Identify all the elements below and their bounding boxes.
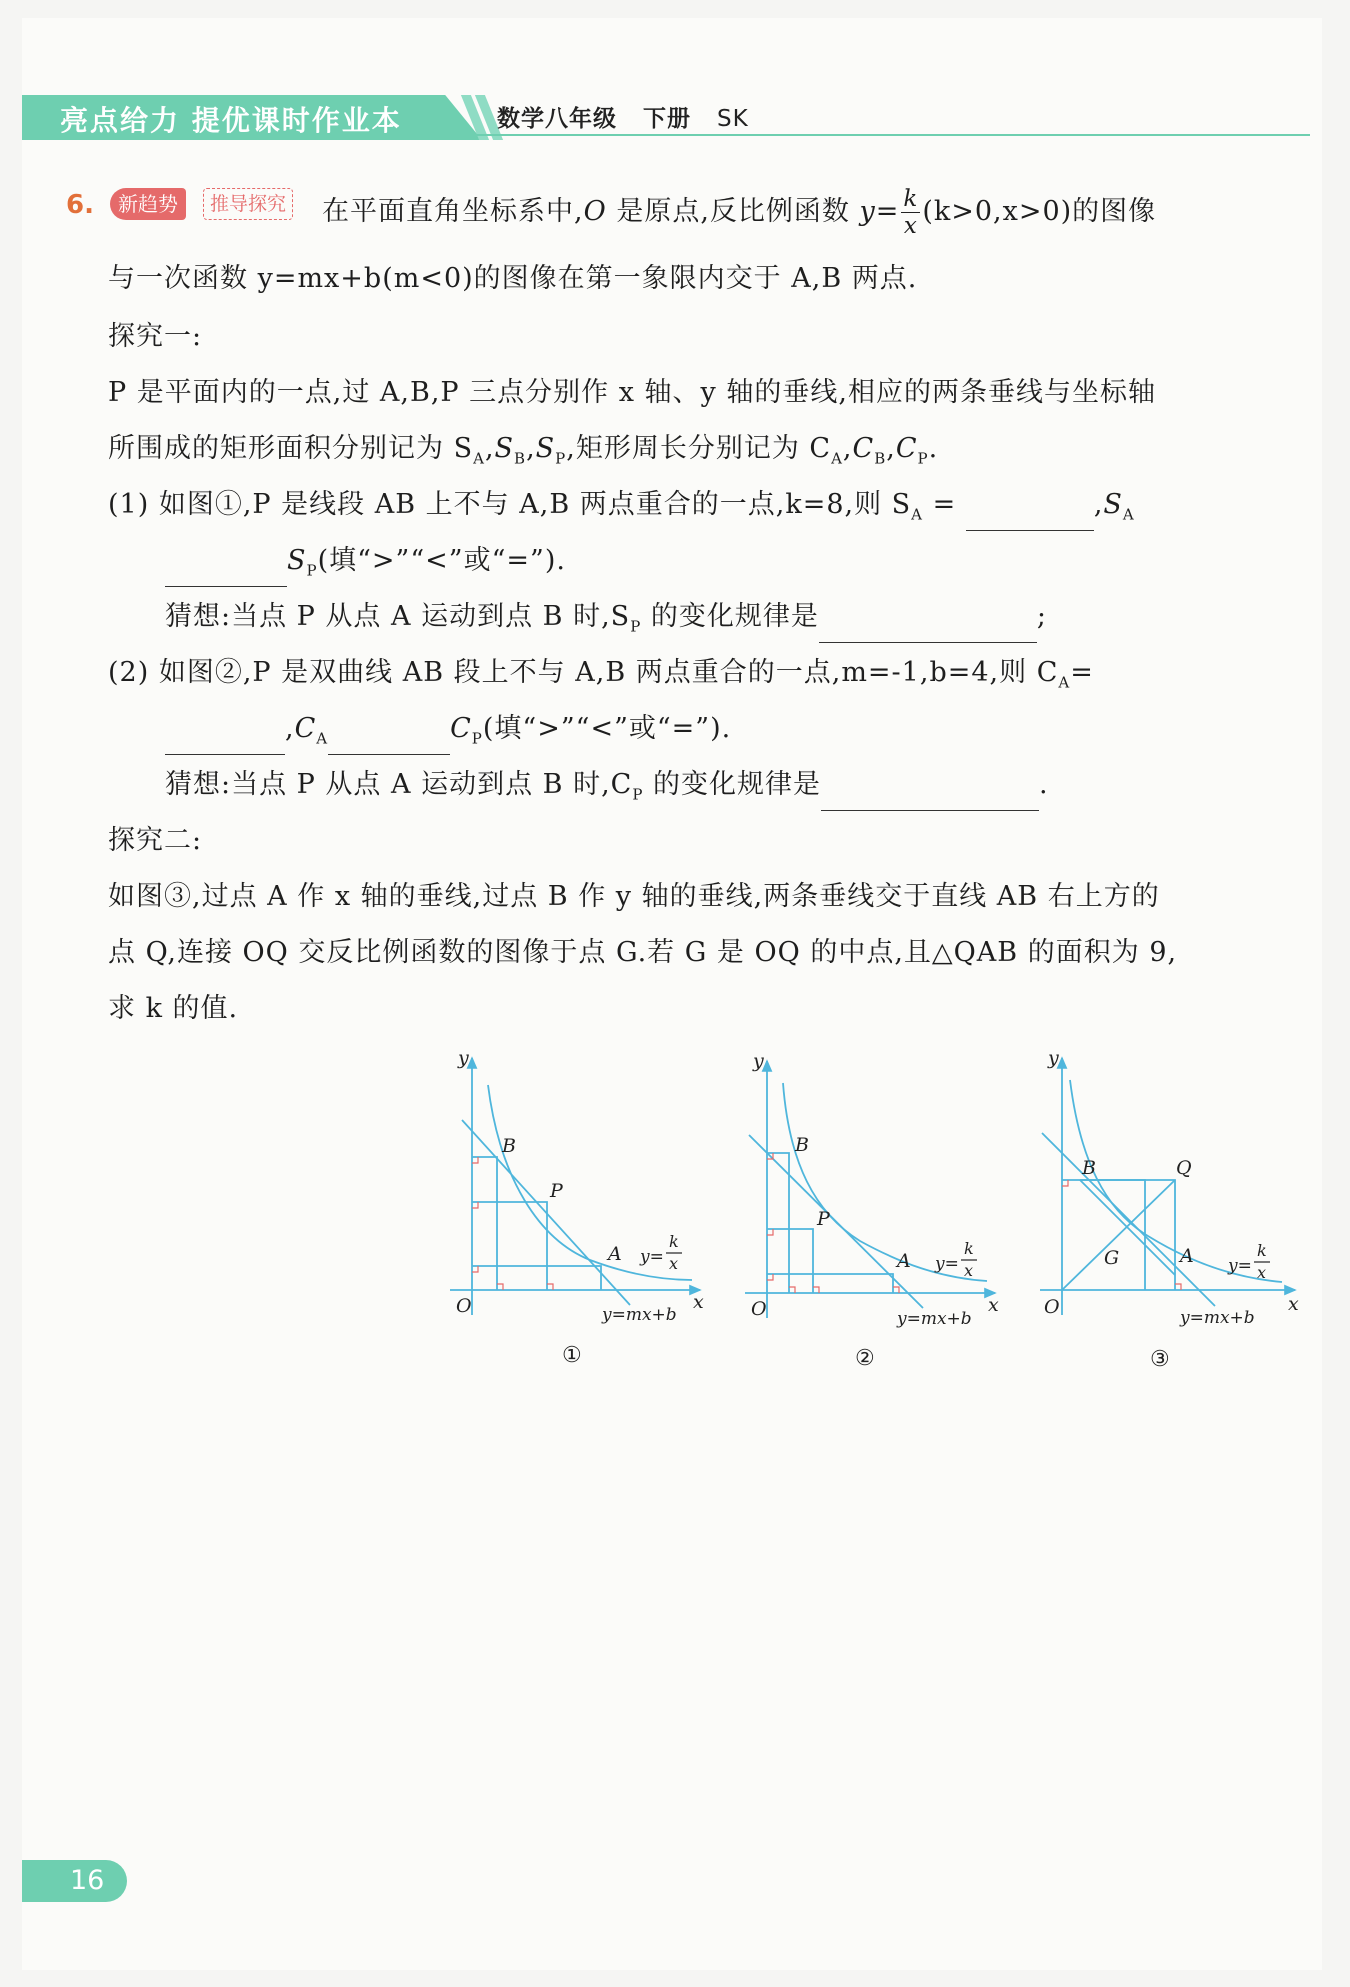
text: 所围成的矩形面积分别记为 S <box>108 433 474 464</box>
text: (1) 如图①,P 是线段 AB 上不与 A,B 两点重合的一点,k=8,则 S <box>108 489 912 520</box>
explore2-title: 探究二: <box>108 825 203 856</box>
book-info <box>497 100 775 133</box>
label-G: G <box>1104 1247 1120 1269</box>
label-P: P <box>550 1180 563 1202</box>
answer-blank[interactable] <box>165 726 285 755</box>
text: (填“>”“<”或“=”). <box>317 545 566 576</box>
label-line-eq: y=mx+b <box>1180 1308 1255 1328</box>
intro-text-c: (k>0,x>0)的图像 <box>922 196 1157 227</box>
part2-line-2: $,C_A$ $C_P$(填“>”“<”或“=”). <box>165 712 731 755</box>
label-curve-x: x <box>669 1254 679 1273</box>
label-B: B <box>1082 1157 1096 1179</box>
question-number: 6. <box>66 190 94 220</box>
label-line-eq: y=mx+b <box>602 1305 677 1325</box>
text: 猜想:当点 P 从点 A 运动到点 B 时,C <box>165 769 633 800</box>
intro-line-2: 与一次函数 y=mx+b(m<0)的图像在第一象限内交于 A,B 两点. <box>108 263 918 294</box>
figure-2 <box>745 1061 995 1318</box>
answer-blank[interactable] <box>819 614 1037 643</box>
explore1-title: 探究一: <box>108 321 203 352</box>
page-number: 16 <box>22 1860 127 1902</box>
label-curve-x: x <box>964 1261 974 1280</box>
part2-line-1: (2) 如图②,P 是双曲线 AB 段上不与 A,B 两点重合的一点,m=-1,b=4,则 $C_A=$ <box>108 657 1094 692</box>
intro-line-1: 在平面直角坐标系中,O 是原点,反比例函数 y= $\frac{k}{x}$ (k>0,x>0)的图像 <box>322 186 1157 239</box>
part1-line-1: (1) 如图①,P 是线段 AB 上不与 A,B 两点重合的一点,k=8,则 $S_A = ,S_A$ <box>108 488 1135 531</box>
label-x: x <box>693 1291 704 1313</box>
answer-blank[interactable] <box>966 502 1094 531</box>
figure-1-labels <box>456 1047 704 1368</box>
header-rule <box>470 134 1310 136</box>
label-y: y <box>753 1050 764 1072</box>
explore2-text-2: 点 Q,连接 OQ 交反比例函数的图像于点 G.若 G 是 OQ 的中点,且△QAB 的面积为 9, <box>108 937 1178 968</box>
caption-3: ③ <box>1150 1347 1170 1372</box>
part1-line-2: $S_P$(填“>”“<”或“=”). <box>165 544 566 587</box>
label-A: A <box>897 1250 911 1272</box>
text: 的变化规律是 <box>641 601 819 632</box>
label-curve-k: k <box>964 1239 974 1258</box>
answer-blank[interactable] <box>328 726 450 755</box>
tag-type: 推导探究 <box>203 188 293 220</box>
label-curve-y: y= <box>1228 1256 1252 1276</box>
intro-text-a: 在平面直角坐标系中, <box>322 196 584 227</box>
volume: 下册 <box>643 106 691 132</box>
caption-2: ② <box>855 1346 875 1371</box>
label-P: P <box>817 1208 830 1230</box>
label-origin: O <box>1044 1296 1060 1318</box>
text: (填“>”“<”或“=”). <box>482 713 732 744</box>
label-x: x <box>1288 1293 1299 1315</box>
series-title: 亮点给力 提优课时作业本 <box>60 104 402 137</box>
edition: SK <box>717 106 749 132</box>
guess1-line: 猜想:当点 P 从点 A 运动到点 B 时$,S_P$ 的变化规律是 ; <box>165 600 1047 643</box>
answer-blank[interactable] <box>165 558 287 587</box>
text: 猜想:当点 P 从点 A 运动到点 B 时,S <box>165 601 631 632</box>
text: 的变化规律是 <box>643 769 822 800</box>
figures <box>430 1040 1310 1380</box>
label-line-eq: y=mx+b <box>897 1309 972 1329</box>
label-y: y <box>1048 1047 1059 1069</box>
label-curve-k: k <box>669 1232 679 1251</box>
label-B: B <box>795 1134 809 1156</box>
fraction-k-over-x: $\frac{k}{x}$ <box>903 186 919 239</box>
label-origin: O <box>751 1298 767 1320</box>
label-curve-y: y= <box>640 1247 664 1267</box>
tag-trend: 新趋势 <box>110 188 186 220</box>
figure-3-labels <box>1044 1047 1299 1372</box>
explore1-text-2: 所围成的矩形面积分别记为 $S_A,S_B,S_P$,矩形周长分别记为 $C_A,C_B,C_P$. <box>108 433 939 468</box>
answer-blank[interactable] <box>821 782 1039 811</box>
label-curve-x: x <box>1257 1263 1267 1282</box>
caption-1: ① <box>562 1343 582 1368</box>
label-curve-y: y= <box>935 1254 959 1274</box>
explore2-text-3: 求 k 的值. <box>108 993 239 1024</box>
label-y: y <box>458 1047 469 1069</box>
label-origin: O <box>456 1295 472 1317</box>
text: ,矩形周长分别记为 C <box>566 433 832 464</box>
explore2-text-1: 如图③,过点 A 作 x 轴的垂线,过点 B 作 y 轴的垂线,两条垂线交于直线 AB 右上方的 <box>108 881 1160 912</box>
figure-1 <box>450 1058 700 1315</box>
label-curve-k: k <box>1257 1241 1267 1260</box>
label-Q: Q <box>1176 1157 1192 1179</box>
explore1-text-1: P 是平面内的一点,过 A,B,P 三点分别作 x 轴、y 轴的垂线,相应的两条垂线与坐标轴 <box>108 377 1156 408</box>
subject: 数学八年级 <box>497 106 617 132</box>
label-A: A <box>1180 1245 1194 1267</box>
label-x: x <box>988 1294 999 1316</box>
text: (2) 如图②,P 是双曲线 AB 段上不与 A,B 两点重合的一点,m=-1,b=4,则 C <box>108 657 1059 688</box>
guess2-line: 猜想:当点 P 从点 A 运动到点 B 时$,C_P$ 的变化规律是 . <box>165 768 1049 811</box>
intro-text-b: 是原点,反比例函数 <box>606 196 860 227</box>
label-B: B <box>502 1135 516 1157</box>
label-A: A <box>608 1243 622 1265</box>
